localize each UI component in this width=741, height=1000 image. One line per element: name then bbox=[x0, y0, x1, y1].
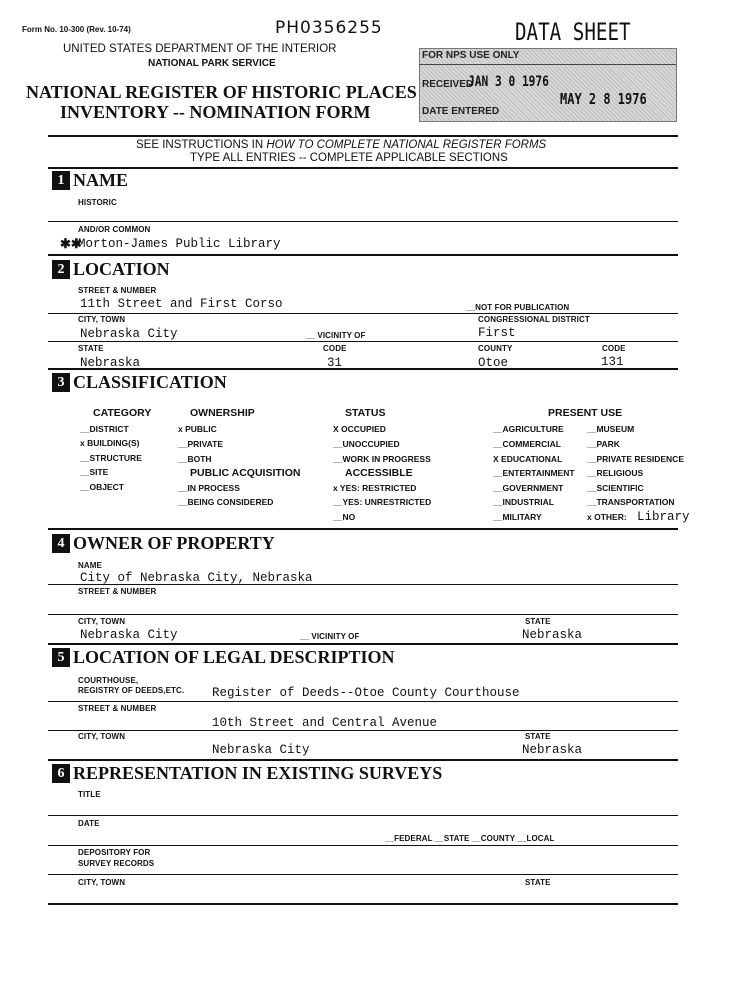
section-1-rule bbox=[48, 254, 678, 256]
header-rule bbox=[48, 135, 678, 137]
section-4-number: 4 bbox=[52, 534, 70, 553]
section-4-rule bbox=[48, 643, 678, 645]
data-sheet-label: DATA SHEET bbox=[515, 18, 631, 46]
historic-label: HISTORIC bbox=[78, 198, 117, 207]
common-name-value[interactable]: Morton-James Public Library bbox=[78, 237, 281, 251]
section-6-number: 6 bbox=[52, 764, 70, 783]
accessible-no[interactable]: __NO bbox=[333, 512, 356, 522]
street-value[interactable]: 11th Street and First Corso bbox=[80, 297, 283, 311]
legal-street-label: STREET & NUMBER bbox=[78, 704, 157, 713]
instructions-prefix: SEE INSTRUCTIONS IN bbox=[136, 139, 267, 151]
section-3-rule bbox=[48, 528, 678, 530]
ownership-private[interactable]: __PRIVATE bbox=[178, 439, 224, 449]
survey-city-label: CITY, TOWN bbox=[78, 878, 126, 887]
depository-label: DEPOSITORY FOR bbox=[78, 848, 151, 857]
county-code-value[interactable]: 131 bbox=[601, 355, 624, 369]
section-1-number: 1 bbox=[52, 171, 70, 190]
use-government[interactable]: __GOVERNMENT bbox=[493, 483, 564, 493]
county-value[interactable]: Otoe bbox=[478, 356, 509, 370]
use-entertainment[interactable]: __ENTERTAINMENT bbox=[493, 468, 575, 478]
survey-records-label: SURVEY RECORDS bbox=[78, 859, 155, 868]
legal-street-value[interactable]: 10th Street and Central Avenue bbox=[212, 716, 438, 730]
category-district[interactable]: __DISTRICT bbox=[80, 424, 129, 434]
use-museum[interactable]: __MUSEUM bbox=[587, 424, 635, 434]
legal-state-label: STATE bbox=[525, 732, 551, 741]
legal-city-label: CITY, TOWN bbox=[78, 732, 126, 741]
nps-divider bbox=[419, 64, 676, 65]
acquisition-heading: PUBLIC ACQUISITION bbox=[190, 467, 301, 479]
courthouse-label: COURTHOUSE, bbox=[78, 676, 139, 685]
use-religious[interactable]: __RELIGIOUS bbox=[587, 468, 644, 478]
section-5-rule bbox=[48, 759, 678, 761]
category-object[interactable]: __OBJECT bbox=[80, 482, 124, 492]
category-heading: CATEGORY bbox=[93, 407, 152, 419]
use-military[interactable]: __MILITARY bbox=[493, 512, 542, 522]
status-unoccupied[interactable]: __UNOCCUPIED bbox=[333, 439, 400, 449]
use-agriculture[interactable]: __AGRICULTURE bbox=[493, 424, 564, 434]
survey-levels: __FEDERAL __STATE __COUNTY __LOCAL bbox=[385, 834, 555, 843]
ownership-public[interactable]: x PUBLIC bbox=[178, 424, 217, 434]
state-code-label: CODE bbox=[323, 344, 347, 353]
category-buildings[interactable]: x BUILDING(S) bbox=[80, 438, 140, 448]
city-rule bbox=[48, 341, 678, 342]
use-park[interactable]: __PARK bbox=[587, 439, 620, 449]
form-title-line1: NATIONAL REGISTER OF HISTORIC PLACES bbox=[26, 82, 417, 102]
status-occupied[interactable]: X OCCUPIED bbox=[333, 424, 386, 434]
status-heading: STATUS bbox=[345, 407, 386, 419]
survey-title-rule bbox=[48, 815, 678, 816]
agency-name: UNITED STATES DEPARTMENT OF THE INTERIOR bbox=[63, 43, 337, 55]
section-6-label: REPRESENTATION IN EXISTING SURVEYS bbox=[73, 763, 443, 783]
survey-date-label: DATE bbox=[78, 819, 100, 828]
use-transportation[interactable]: __TRANSPORTATION bbox=[587, 497, 675, 507]
owner-street-label: STREET & NUMBER bbox=[78, 587, 157, 596]
instructions-rule bbox=[48, 167, 678, 169]
owner-name-rule bbox=[48, 584, 678, 585]
owner-name-label: NAME bbox=[78, 561, 102, 570]
use-other[interactable]: x OTHER: bbox=[587, 512, 627, 522]
accessible-heading: ACCESSIBLE bbox=[345, 467, 413, 479]
owner-name-value[interactable]: City of Nebraska City, Nebraska bbox=[80, 571, 313, 585]
historic-rule bbox=[48, 221, 678, 222]
owner-street-rule bbox=[48, 614, 678, 615]
survey-date-rule bbox=[48, 845, 678, 846]
street-rule bbox=[48, 313, 678, 314]
use-private-residence[interactable]: __PRIVATE RESIDENCE bbox=[587, 454, 684, 464]
section-1-title bbox=[52, 170, 128, 191]
service-name: NATIONAL PARK SERVICE bbox=[148, 58, 276, 69]
state-label: STATE bbox=[78, 344, 104, 353]
section-2-number: 2 bbox=[52, 260, 70, 279]
registry-label: REGISTRY OF DEEDS,ETC. bbox=[78, 686, 185, 695]
form-title-line2: INVENTORY -- NOMINATION FORM bbox=[60, 102, 371, 122]
use-commercial[interactable]: __COMMERCIAL bbox=[493, 439, 562, 449]
common-label: AND/OR COMMON bbox=[78, 225, 151, 234]
section-2-label: LOCATION bbox=[73, 259, 170, 279]
nps-use-label: FOR NPS USE ONLY bbox=[422, 50, 520, 61]
section-2-rule bbox=[48, 368, 678, 370]
date-entered-label: DATE ENTERED bbox=[422, 106, 500, 117]
common-name-marks: ✱✱ bbox=[60, 236, 82, 251]
instructions-line1 bbox=[136, 139, 546, 151]
owner-city-value[interactable]: Nebraska City bbox=[80, 628, 178, 642]
section-3-number: 3 bbox=[52, 373, 70, 392]
status-work-in-progress[interactable]: __WORK IN PROGRESS bbox=[333, 454, 431, 464]
handwritten-number: PH0356255 bbox=[275, 18, 383, 38]
section-1-label: NAME bbox=[73, 170, 128, 190]
congressional-value[interactable]: First bbox=[478, 326, 516, 340]
congressional-label: CONGRESSIONAL DISTRICT bbox=[478, 315, 590, 324]
category-site[interactable]: __SITE bbox=[80, 467, 109, 477]
category-structure[interactable]: __STRUCTURE bbox=[80, 453, 142, 463]
date-entered-stamp: MAY 2 8 1976 bbox=[560, 90, 647, 108]
accessible-restricted[interactable]: x YES: RESTRICTED bbox=[333, 483, 417, 493]
survey-state-label: STATE bbox=[525, 878, 551, 887]
not-for-publication: __NOT FOR PUBLICATION bbox=[466, 303, 570, 312]
instructions-link-text: HOW TO COMPLETE NATIONAL REGISTER FORMS bbox=[266, 139, 547, 151]
owner-vicinity-label: __ VICINITY OF bbox=[300, 632, 360, 641]
city-label: CITY, TOWN bbox=[78, 315, 126, 324]
section-4-label: OWNER OF PROPERTY bbox=[73, 533, 275, 553]
accessible-unrestricted[interactable]: __YES: UNRESTRICTED bbox=[333, 497, 432, 507]
section-5-label: LOCATION OF LEGAL DESCRIPTION bbox=[73, 647, 395, 667]
survey-title-label: TITLE bbox=[78, 790, 101, 799]
registry-rule bbox=[48, 701, 678, 702]
city-value[interactable]: Nebraska City bbox=[80, 327, 178, 341]
section-3-label: CLASSIFICATION bbox=[73, 372, 227, 392]
owner-state-value[interactable]: Nebraska bbox=[522, 628, 583, 642]
section-4-title bbox=[52, 533, 275, 554]
present-use-heading: PRESENT USE bbox=[548, 407, 623, 419]
vicinity-label: __ VICINITY OF bbox=[306, 331, 366, 340]
section-6-rule bbox=[48, 903, 678, 905]
owner-city-label: CITY, TOWN bbox=[78, 617, 126, 626]
owner-state-label: STATE bbox=[525, 617, 551, 626]
instructions-line2: TYPE ALL ENTRIES -- COMPLETE APPLICABLE SECTIONS bbox=[190, 152, 508, 164]
use-industrial[interactable]: __INDUSTRIAL bbox=[493, 497, 554, 507]
legal-state-value[interactable]: Nebraska bbox=[522, 743, 583, 757]
state-value[interactable]: Nebraska bbox=[80, 356, 141, 370]
ownership-heading: OWNERSHIP bbox=[190, 407, 255, 419]
section-3-title bbox=[52, 372, 227, 393]
legal-street-rule bbox=[48, 730, 678, 731]
legal-city-value[interactable]: Nebraska City bbox=[212, 743, 310, 757]
acquisition-in-process[interactable]: __IN PROCESS bbox=[178, 483, 240, 493]
received-label: RECEIVED bbox=[422, 79, 474, 90]
state-code-value[interactable]: 31 bbox=[327, 356, 343, 370]
form-number: Form No. 10-300 (Rev. 10-74) bbox=[22, 25, 131, 34]
section-2-title bbox=[52, 259, 170, 280]
use-educational[interactable]: X EDUCATIONAL bbox=[493, 454, 563, 464]
depository-rule bbox=[48, 874, 678, 875]
acquisition-considered[interactable]: __BEING CONSIDERED bbox=[178, 497, 274, 507]
county-code-label: CODE bbox=[602, 344, 626, 353]
section-6-title bbox=[52, 763, 442, 784]
county-label: COUNTY bbox=[478, 344, 513, 353]
received-stamp: JAN 3 0 1976 bbox=[468, 74, 549, 90]
registry-value[interactable]: Register of Deeds--Otoe County Courthouse bbox=[212, 686, 520, 700]
street-label: STREET & NUMBER bbox=[78, 286, 157, 295]
use-other-value[interactable]: Library bbox=[637, 510, 690, 524]
use-scientific[interactable]: __SCIENTIFIC bbox=[587, 483, 644, 493]
section-5-title bbox=[52, 647, 395, 668]
ownership-both[interactable]: __BOTH bbox=[178, 454, 212, 464]
section-5-number: 5 bbox=[52, 648, 70, 667]
